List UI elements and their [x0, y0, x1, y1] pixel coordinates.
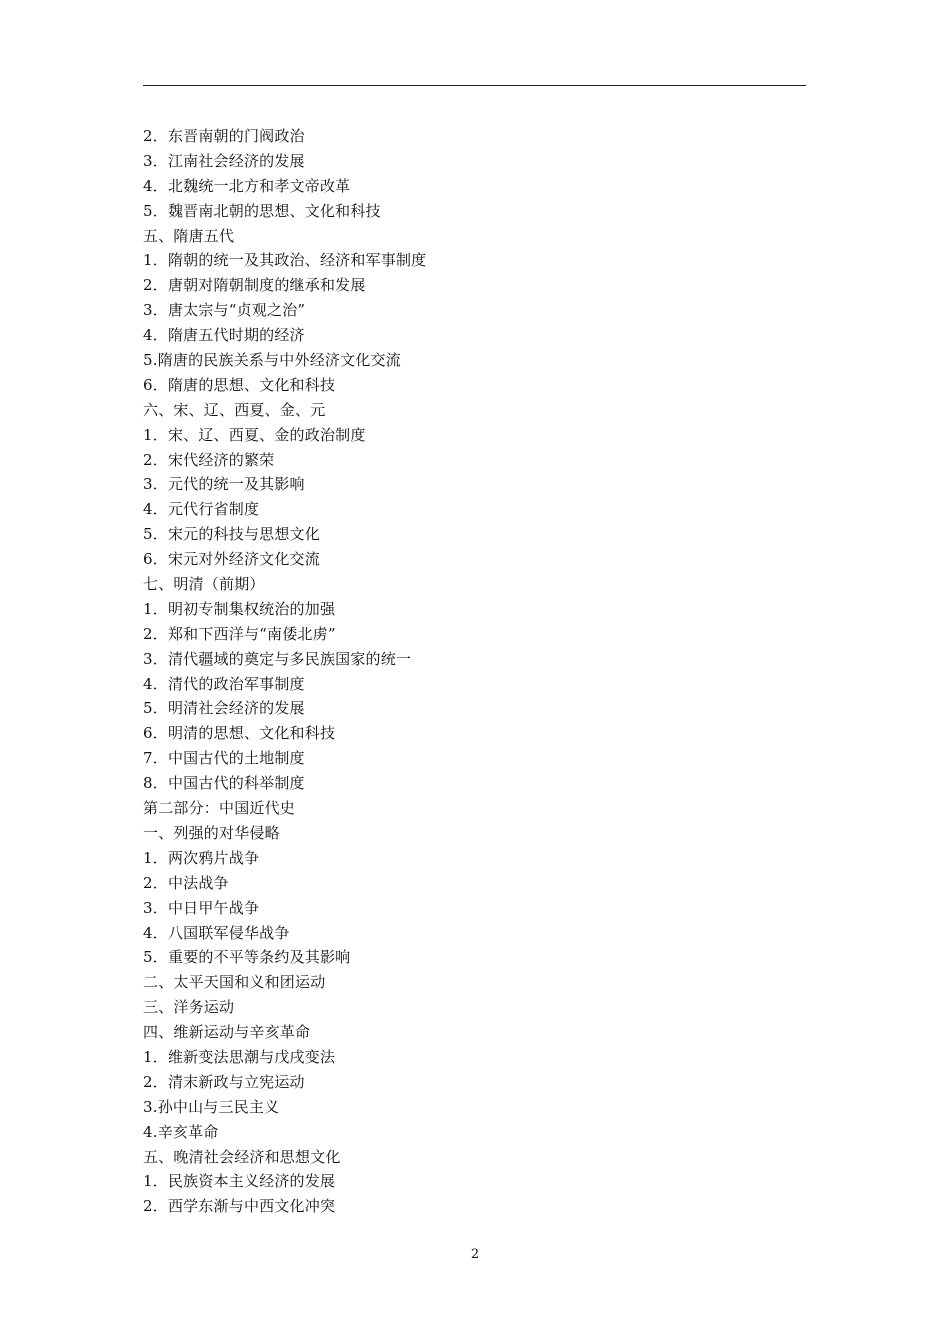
outline-line: 6．隋唐的思想、文化和科技	[143, 375, 336, 394]
outline-line: 4．清代的政治军事制度	[143, 674, 305, 693]
outline-line: 5．明清社会经济的发展	[143, 699, 305, 718]
outline-line: 四、维新运动与辛亥革命	[143, 1023, 311, 1042]
outline-line: 5.隋唐的民族关系与中外经济文化交流	[143, 351, 401, 370]
outline-line: 2．郑和下西洋与“南倭北虏”	[143, 624, 336, 643]
outline-line: 第二部分：中国近代史	[143, 799, 296, 818]
outline-line: 3．中日甲午战争	[143, 898, 260, 917]
outline-line: 2．中法战争	[143, 873, 229, 892]
outline-line: 3．清代疆域的奠定与多民族国家的统一	[143, 649, 412, 668]
outline-line: 1．两次鸦片战争	[143, 848, 260, 867]
outline-line: 三、洋务运动	[143, 998, 235, 1017]
outline-line: 3．江南社会经济的发展	[143, 151, 305, 170]
outline-line: 2．唐朝对隋朝制度的继承和发展	[143, 276, 366, 295]
outline-line: 4.辛亥革命	[143, 1122, 219, 1141]
outline-line: 4．元代行省制度	[143, 500, 260, 519]
outline-line: 5．魏晋南北朝的思想、文化和科技	[143, 201, 381, 220]
outline-line: 1．明初专制集权统治的加强	[143, 599, 336, 618]
header-rule	[143, 85, 806, 86]
outline-line: 4．北魏统一北方和孝文帝改革	[143, 176, 351, 195]
outline-line: 3．唐太宗与“贞观之治”	[143, 301, 306, 320]
outline-line: 4．八国联军侵华战争	[143, 923, 290, 942]
outline-line: 1．隋朝的统一及其政治、经济和军事制度	[143, 251, 427, 270]
outline-line: 2．西学东渐与中西文化冲突	[143, 1197, 336, 1216]
outline-line: 6．明清的思想、文化和科技	[143, 724, 336, 743]
outline-line: 8．中国古代的科举制度	[143, 774, 305, 793]
outline-line: 3．元代的统一及其影响	[143, 475, 305, 494]
outline-line: 5．重要的不平等条约及其影响	[143, 948, 351, 967]
outline-line: 1．维新变法思潮与戊戌变法	[143, 1047, 336, 1066]
outline-line: 2．清末新政与立宪运动	[143, 1072, 305, 1091]
outline-line: 1．宋、辽、西夏、金的政治制度	[143, 425, 366, 444]
outline-line: 七、明清（前期）	[143, 575, 265, 594]
outline-line: 五、隋唐五代	[143, 226, 235, 245]
outline-line: 2．东晋南朝的门阀政治	[143, 127, 305, 145]
page-number: 2	[470, 1247, 480, 1262]
outline-line: 二、太平天国和义和团运动	[143, 973, 326, 992]
outline-line: 六、宋、辽、西夏、金、元	[143, 400, 326, 419]
outline-line: 2．宋代经济的繁荣	[143, 450, 275, 469]
outline-line: 3.孙中山与三民主义	[143, 1097, 280, 1116]
outline-line: 1．民族资本主义经济的发展	[143, 1172, 336, 1191]
outline-line: 7．中国古代的土地制度	[143, 749, 305, 768]
outline-line: 五、晚清社会经济和思想文化	[143, 1147, 341, 1166]
outline-line: 6．宋元对外经济文化交流	[143, 550, 320, 569]
outline-line: 5．宋元的科技与思想文化	[143, 525, 320, 544]
outline-line: 4．隋唐五代时期的经济	[143, 326, 305, 345]
document-body	[143, 124, 806, 1219]
outline-line: 一、列强的对华侵略	[143, 823, 280, 842]
